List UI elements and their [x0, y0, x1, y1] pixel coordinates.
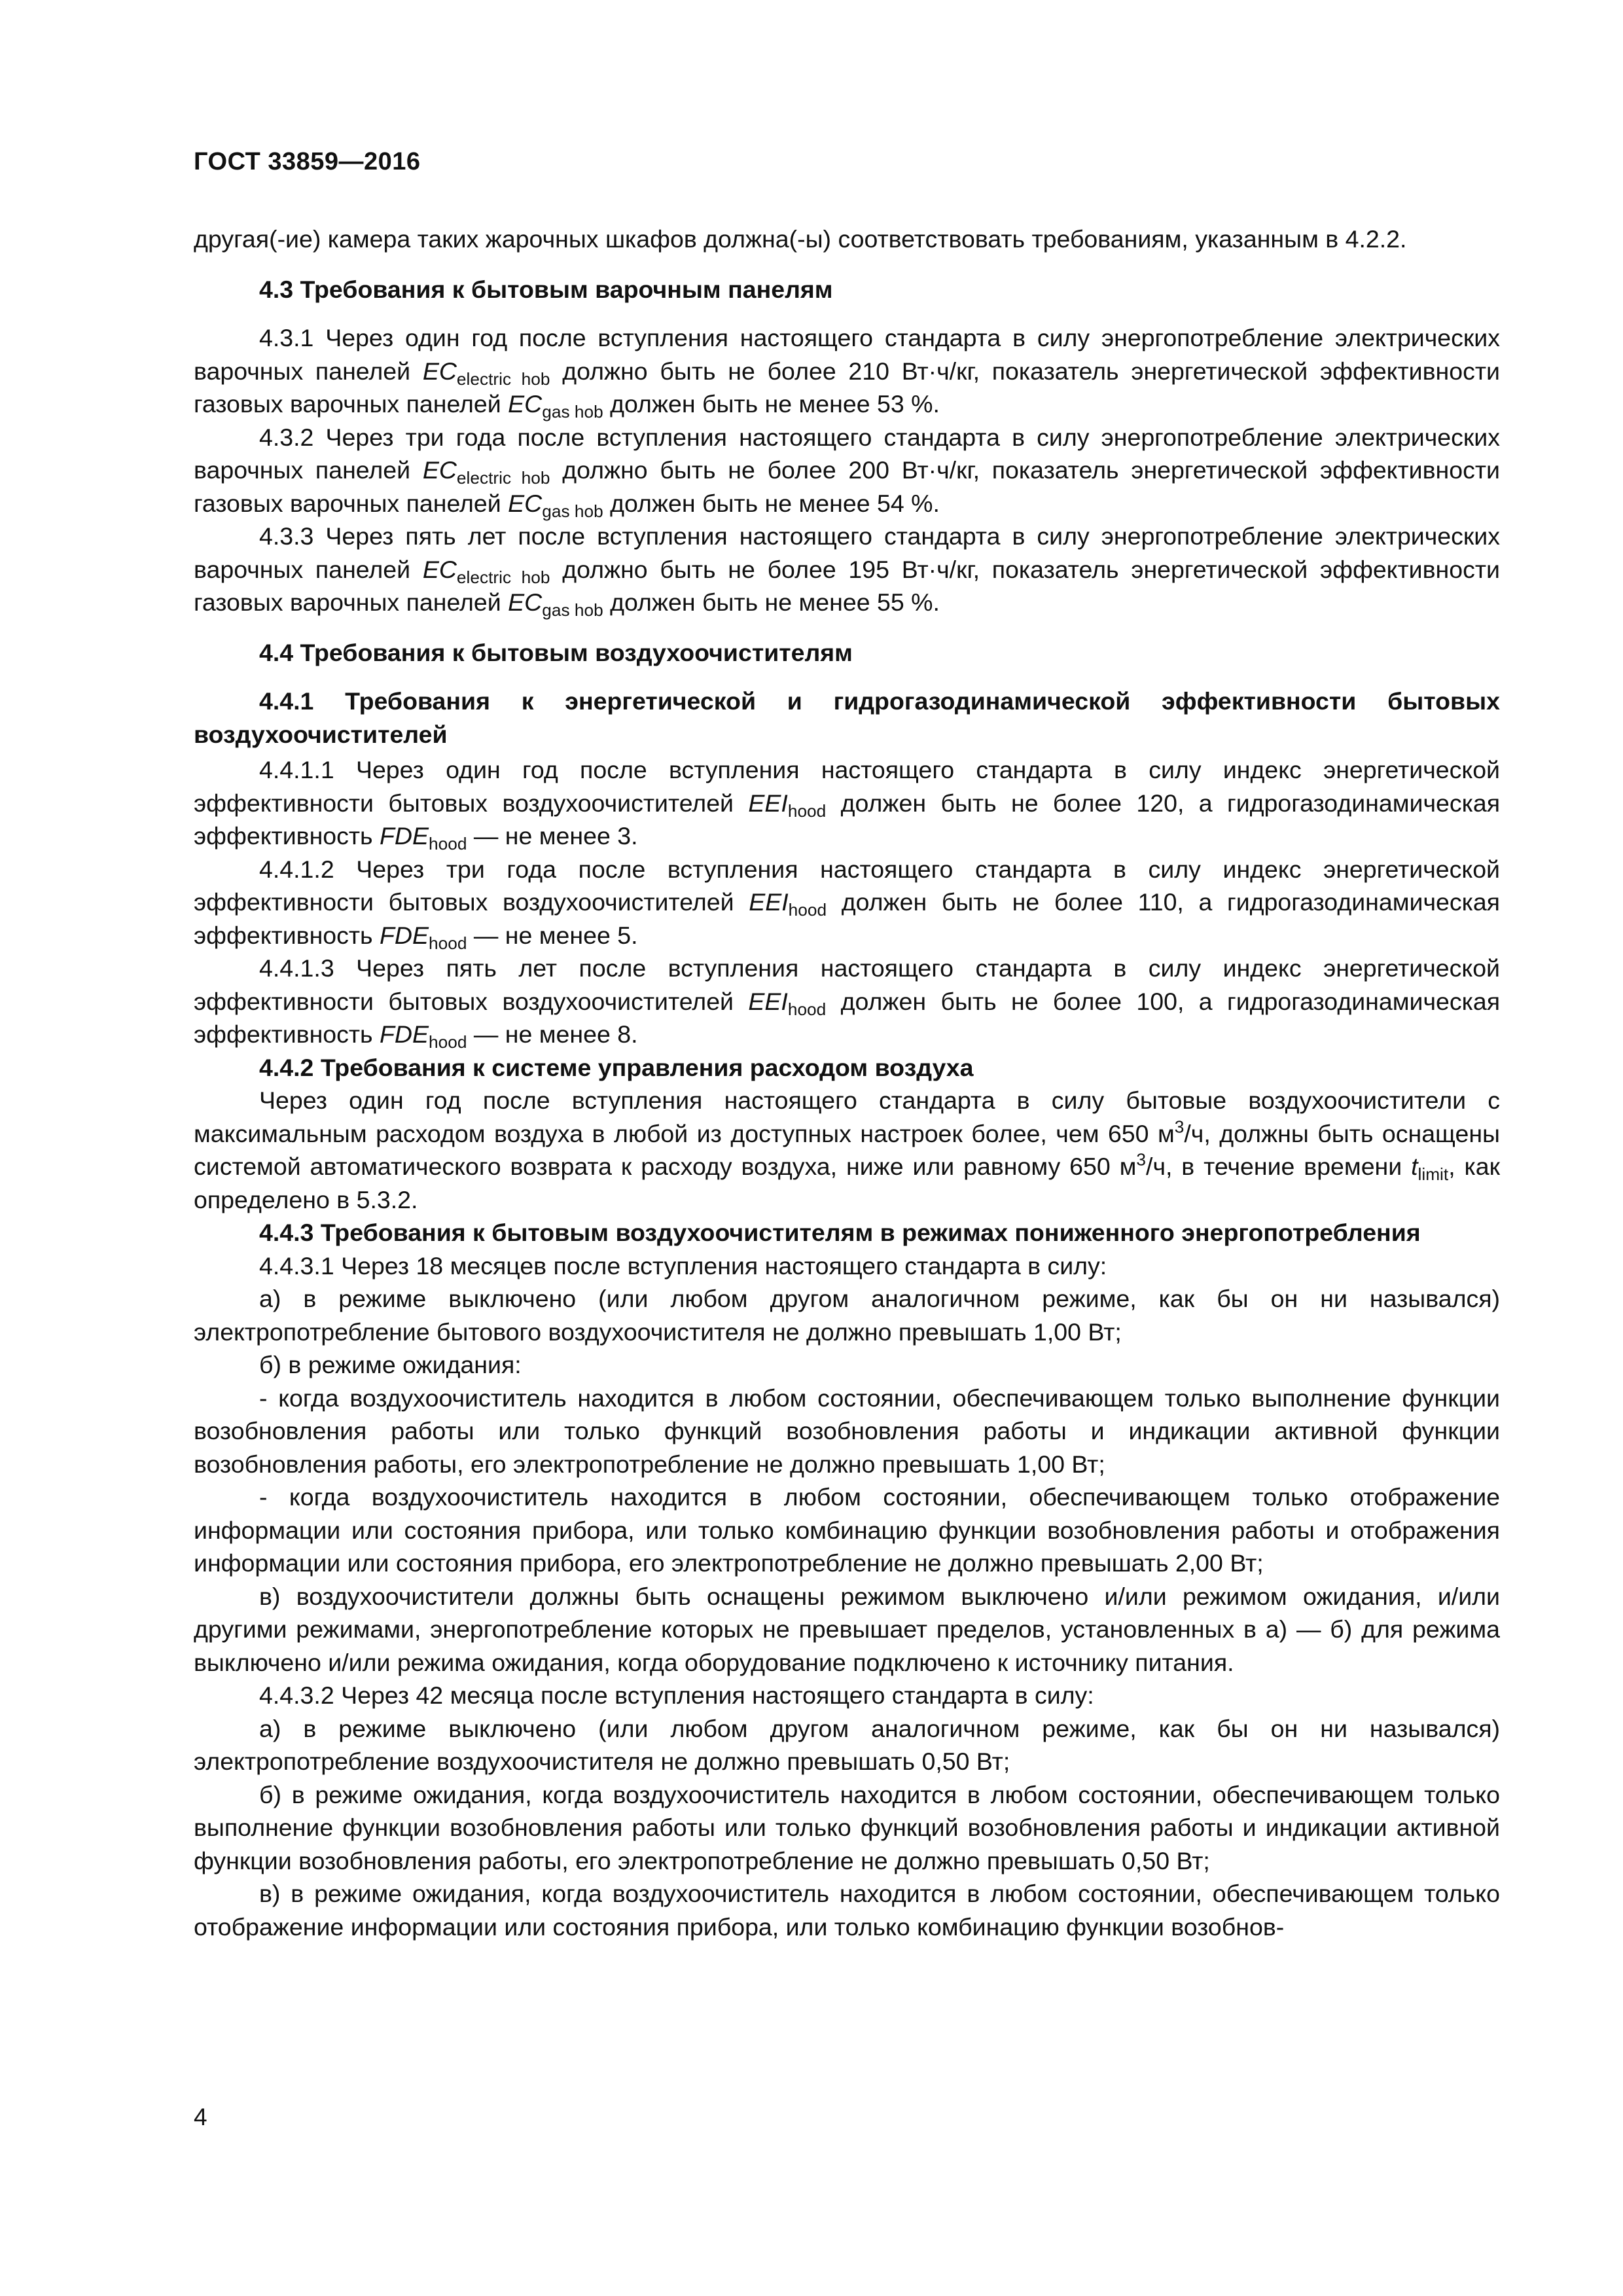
paragraph-4-4-1-3: 4.4.1.3 Через пять лет после вступления настоящего стандарта в силу индекс энергетической эффективности бытовых воздухоочистителей $EEI_{hood}$ должен быть не более 100, а гидрогазодинамическая эффективность $FDE_{hood}$ — не менее 8.: [194, 954, 1500, 1052]
item-a-off-mode-1: а) в режиме выключено (или любом другом аналогичном режиме, как бы он ни назывался) электропотребление бытового воздухоочистителя не должно превышать 1,00 Вт;: [194, 1285, 1500, 1346]
standard-header: ГОСТ 33859—2016: [194, 148, 421, 175]
dash-item-display: - когда воздухоочиститель находится в любом состоянии, обеспечивающем только отображение информации или состояния прибора, или только комбинацию функции возобновления работы и отображения информации или состояния прибора, его электропотребление не должно превышать 2,00 Вт;: [194, 1483, 1500, 1577]
document-body: [194, 223, 1500, 1943]
paragraph-4-4-1-1: 4.4.1.1 Через один год после вступления настоящего стандарта в силу индекс энергетической эффективности бытовых воздухоочистителей $EEI_{hood}$ должен быть не более 120, а гидрогазодинамическая эффективность $FDE_{hood}$ — не менее 3.: [194, 756, 1500, 853]
section-4-4-2-heading: 4.4.2 Требования к системе управления расходом воздуха: [259, 1053, 974, 1081]
paragraph-4-4-1-2: 4.4.1.2 Через три года после вступления настоящего стандарта в силу индекс энергетической эффективности бытовых воздухоочистителей $EEI_{hood}$ должен быть не более 110, а гидрогазодинамическая эффективность $FDE_{hood}$ — не менее 5.: [194, 855, 1500, 953]
paragraph-4-4-2: Через один год после вступления настоящего стандарта в силу бытовые воздухоочистители с максимальным расходом воздуха в любой из доступных настроек более, чем 650 $м^3/ч$, должны быть оснащены системой автоматического возврата к расходу воздуха, ниже или равному 650 $м^3/ч$, в течение времени $t_{limit}$, как определено в 5.3.2.: [194, 1086, 1501, 1213]
paragraph-4-4-3-2: 4.4.3.2 Через 42 месяца после вступления настоящего стандарта в силу:: [259, 1681, 1094, 1709]
paragraph-4-4-3-1: 4.4.3.1 Через 18 месяцев после вступления настоящего стандарта в силу:: [259, 1251, 1107, 1280]
page-number: 4: [194, 2104, 207, 2130]
item-a-off-mode-2: а) в режиме выключено (или любом другом аналогичном режиме, как бы он ни назывался) электропотребление воздухоочистителя не должно превышать 0,50 Вт;: [194, 1714, 1500, 1775]
item-v-modes-1: в) воздухоочистители должны быть оснащены режимом выключено и/или режимом ожидания, и/или другими режимами, энергопотребление которых не превышает пределов, установленных в а) — б) для режима выключено и/или режима ожидания, когда оборудование подключено к источнику питания.: [194, 1582, 1500, 1676]
section-4-4-3-heading: 4.4.3 Требования к бытовым воздухоочистителям в режимах пониженного энергопотребления: [259, 1219, 1421, 1246]
dash-item-reactivation: - когда воздухоочиститель находится в любом состоянии, обеспечивающем только выполнение функции возобновления работы или только функций возобновления работы и индикации активной функции возобновления работы, его электропотребление не должно превышать 1,00 Вт;: [194, 1384, 1500, 1478]
section-4-4-1-heading: 4.4.1 Требования к энергетической и гидрогазодинамической эффективности бытовых воздухоочистителей: [194, 687, 1500, 748]
paragraph-4-3-3: 4.3.3 Через пять лет после вступления настоящего стандарта в силу энергопотребление электрических варочных панелей $EC_{electric hob}$ должно быть не более 195 Вт·ч/кг, показатель энергетической эффективности газовых варочных панелей $EC_{gas hob}$ должен быть не менее 55 %.: [194, 522, 1500, 620]
item-v-standby-display-2: в) в режиме ожидания, когда воздухоочиститель находится в любом состоянии, обеспечивающем только отображение информации или состояния прибора, или только комбинацию функции возобнов-: [194, 1880, 1500, 1941]
section-4-4-heading: 4.4 Требования к бытовым воздухоочистителям: [259, 638, 853, 666]
continued-paragraph: другая(-ие) камера таких жарочных шкафов должна(-ы) соответствовать требованиям, указанным в 4.2.2.: [194, 225, 1407, 253]
section-4-3-heading: 4.3 Требования к бытовым варочным панелям: [259, 275, 833, 303]
paragraph-4-3-2: 4.3.2 Через три года после вступления настоящего стандарта в силу энергопотребление электрических варочных панелей $EC_{electric hob}$ должно быть не более 200 Вт·ч/кг, показатель энергетической эффективности газовых варочных панелей $EC_{gas hob}$ должен быть не менее 54 %.: [194, 423, 1500, 521]
paragraph-4-3-1: 4.3.1 Через один год после вступления настоящего стандарта в силу энергопотребление электрических варочных панелей $EC_{electric hob}$ должно быть не более 210 Вт·ч/кг, показатель энергетической эффективности газовых варочных панелей $EC_{gas hob}$ должен быть не менее 53 %.: [194, 324, 1500, 422]
item-b-standby-1: б) в режиме ожидания:: [259, 1351, 522, 1378]
item-b-standby-2: б) в режиме ожидания, когда воздухоочиститель находится в любом состоянии, обеспечивающем только выполнение функции возобновления работы или только функций возобновления работы и индикации активной функции возобновления работы, его электропотребление не должно превышать 0,50 Вт;: [194, 1780, 1500, 1874]
